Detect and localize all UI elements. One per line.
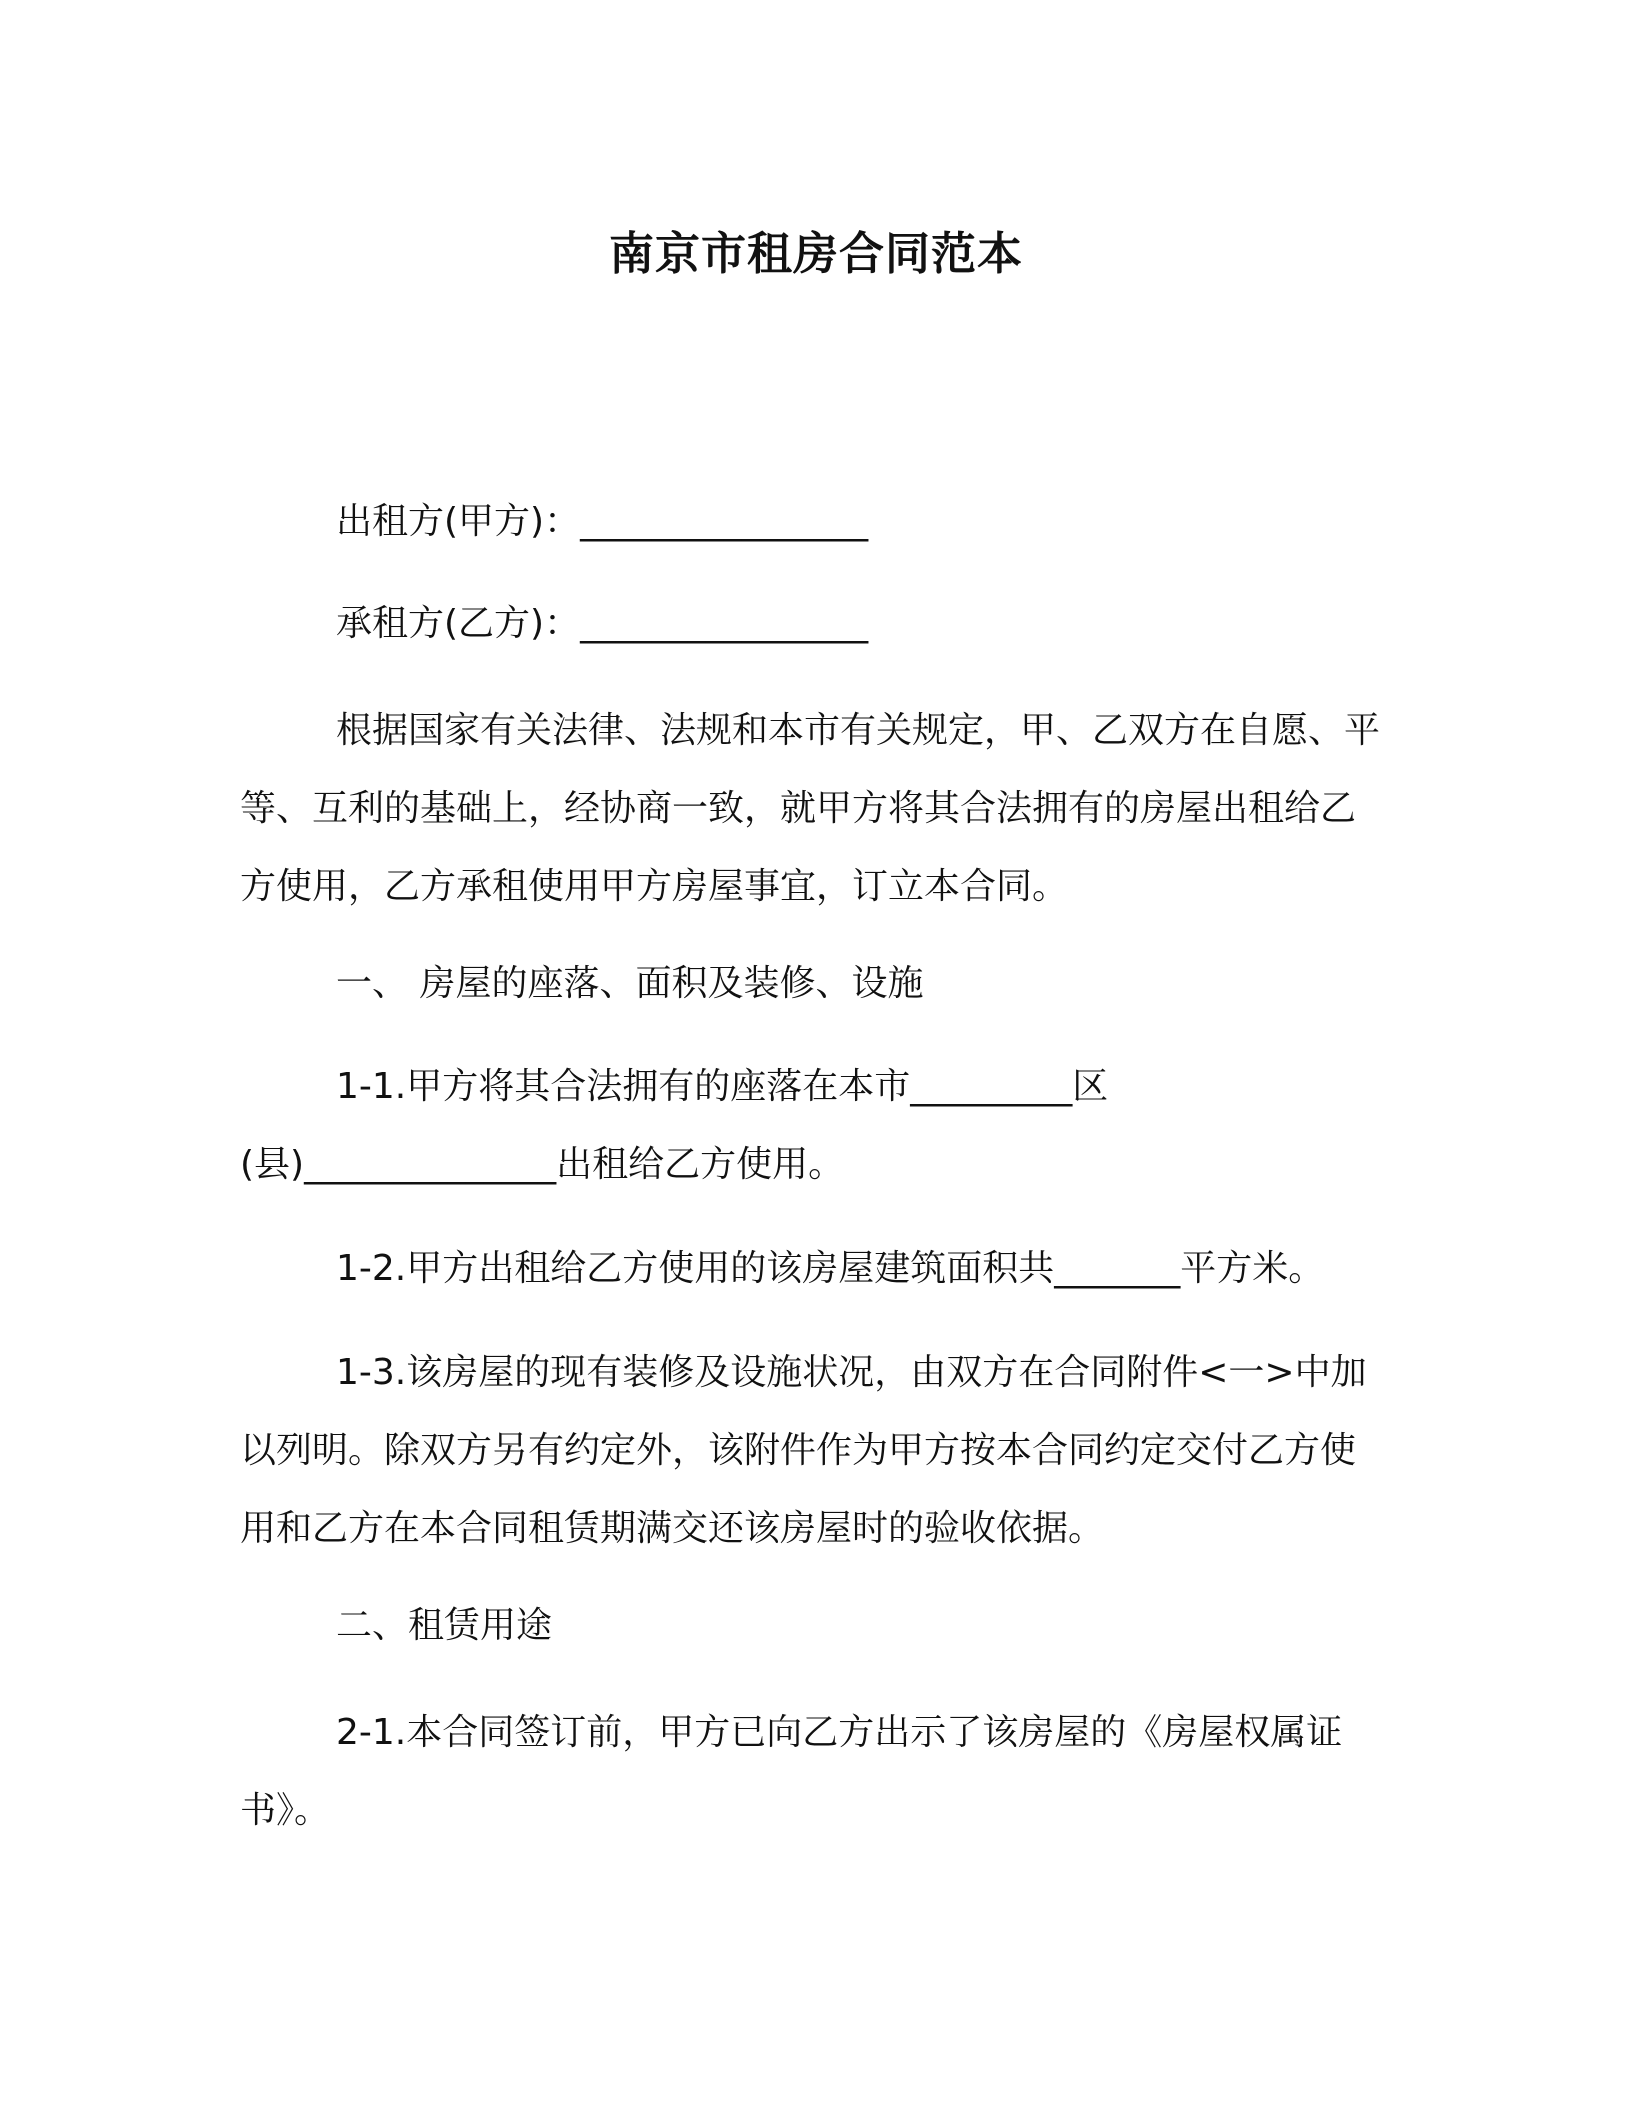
intro-paragraph: 根据国家有关法律、法规和本市有关规定，甲、乙双方在自愿、平等、互利的基础上，经协商一致，就甲方将其合法拥有的房屋出租给乙方使用，乙方承租使用甲方房屋事宜，订立本合同。 — [240, 710, 1381, 907]
clause-1-1-line-1: 1-1.甲方将其合法拥有的座落在本市_________区 — [336, 1066, 1109, 1107]
clause-1-2: 1-2.甲方出租给乙方使用的该房屋建筑面积共_______平方米。 — [336, 1248, 1325, 1289]
clause-2-1-paragraph: 2-1.本合同签订前，甲方已向乙方出示了该房屋的《房屋权属证书》。 — [240, 1712, 1343, 1831]
clause-1-1-line-2: (县)______________出租给乙方使用。 — [240, 1144, 845, 1185]
section-2-heading: 二、租赁用途 — [336, 1605, 553, 1646]
lessor-line: 出租方(甲方)：________________ — [336, 501, 869, 542]
document-title: 南京市租房合同范本 — [608, 227, 1023, 280]
section-1-heading: 一、 房屋的座落、面积及装修、设施 — [336, 963, 924, 1004]
clause-1-3-paragraph: 1-3.该房屋的现有装修及设施状况，由双方在合同附件<一>中加以列明。除双方另有约定外，该附件作为甲方按本合同约定交付乙方使用和乙方在本合同租赁期满交还该房屋时的验收依据。 — [240, 1352, 1367, 1549]
lessee-line: 承租方(乙方)：________________ — [336, 603, 869, 644]
